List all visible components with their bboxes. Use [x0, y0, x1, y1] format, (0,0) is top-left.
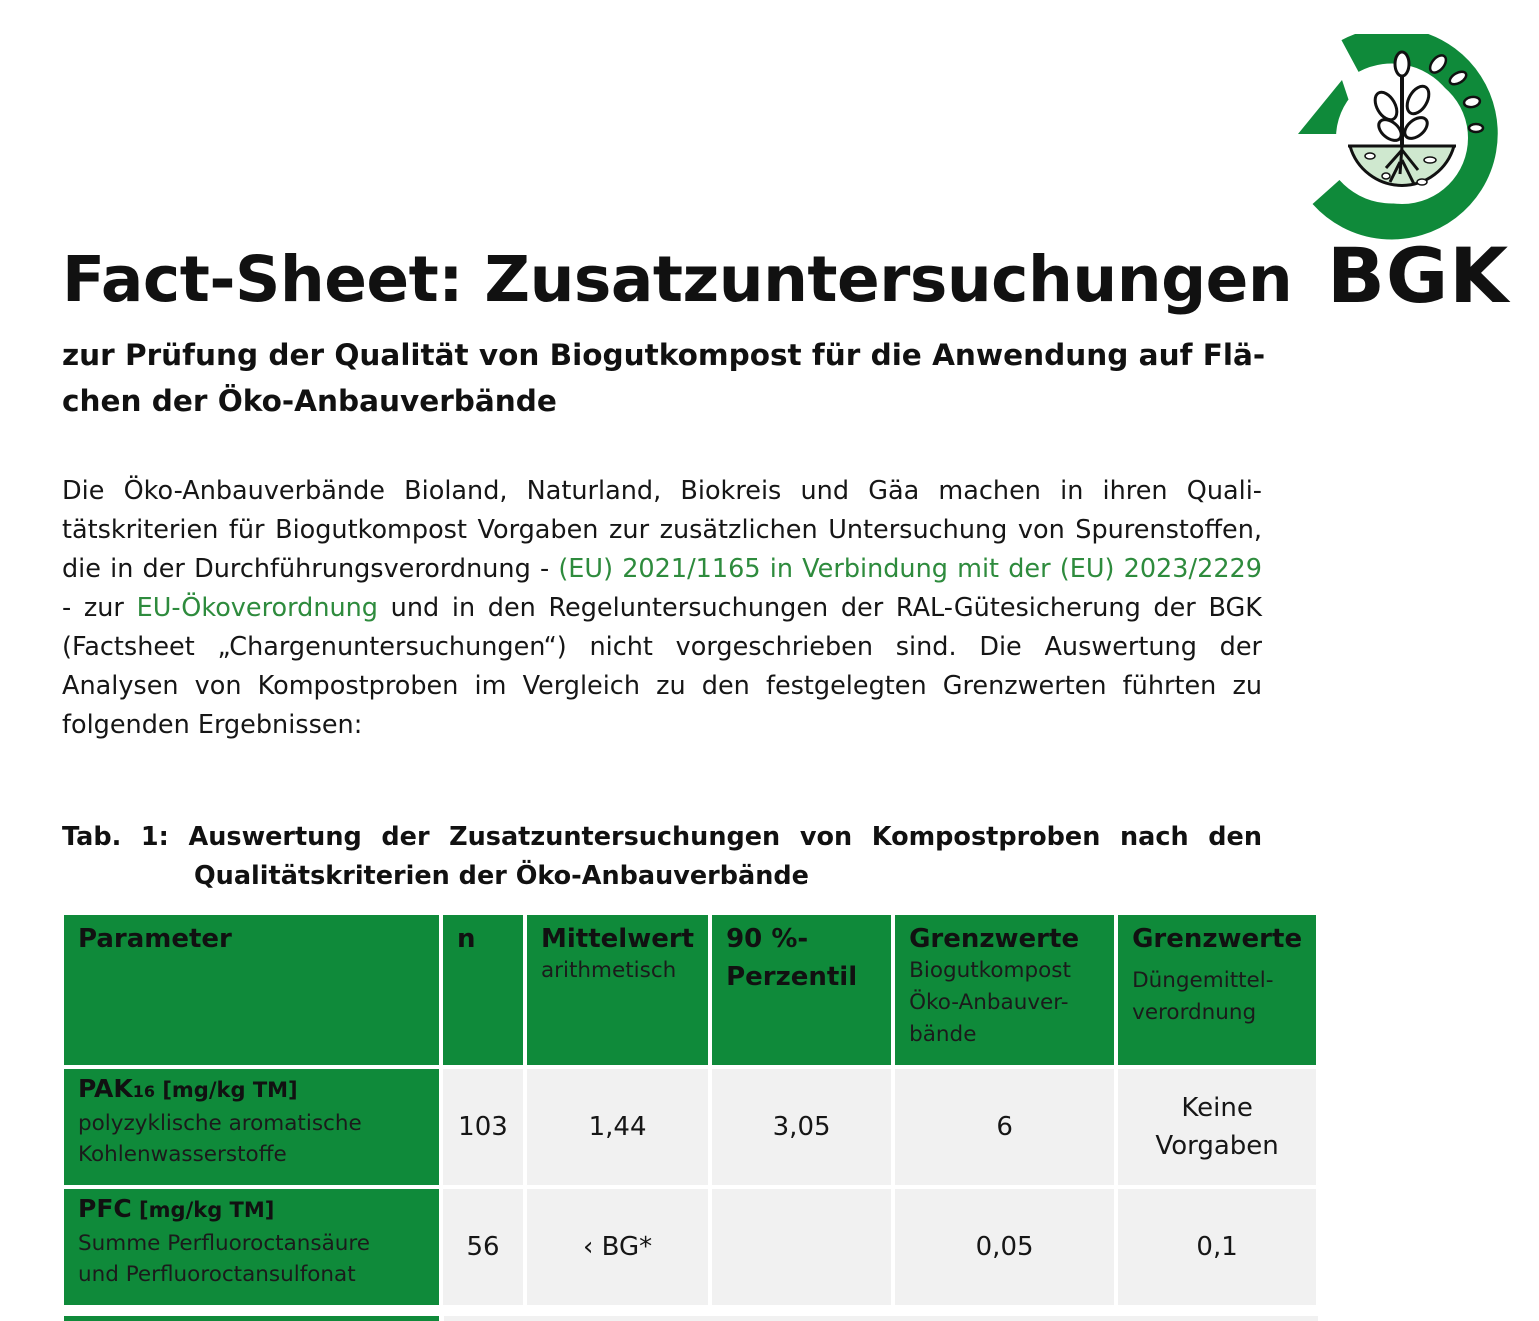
table-row [64, 1189, 1316, 1305]
parameter-name [78, 1073, 425, 1108]
header-limit-oeko-sub2: Öko-Anbauver- [909, 990, 1069, 1015]
caption-word: 1: [140, 822, 169, 852]
caption-line-2: Qualitätskriterien der Öko-Anbauverbände [194, 861, 809, 891]
subtitle-line-1: zur Prüfung der Qualität von Biogutkompost für die Anwendung auf Flä- [62, 338, 1266, 372]
header-n-label: n [457, 924, 476, 954]
header-p90 [712, 915, 891, 1065]
header-limit-dmv [1118, 915, 1316, 1065]
intro-text-2: - zur [62, 593, 137, 623]
cell-mean: ‹ BG* [527, 1189, 708, 1305]
cell-limit-oeko: 6 [895, 1069, 1114, 1185]
cell-p90: 3,05 [712, 1069, 891, 1185]
cell-limit-dmv [1118, 1069, 1316, 1185]
regulation-link[interactable]: (EU) 2021/1165 in Verbindung mit der (EU) 2023/2229 [558, 554, 1262, 584]
header-mean-sub: arithmetisch [541, 958, 677, 983]
subtitle-line-2: chen der Öko-Anbauverbände [62, 384, 557, 418]
intro-text-3: und in den Regeluntersuchungen der RAL-Gütesicherung der BGK (Factsheet „Chargenuntersuchungen“) nicht vorgeschrieben sind. Die Auswertung der Analysen von Kompostproben im Vergleich zu den festgelegten Grenzwerten führten zu folgenden Ergebnissen: [62, 593, 1262, 740]
parameter-name-main: PAK [78, 1074, 133, 1103]
cell-limit-dmv-line1: 0,1 [1196, 1232, 1238, 1262]
header-limit-oeko [895, 915, 1114, 1065]
header-limit-oeko-sub3: bände [909, 1022, 977, 1047]
cell-n: 56 [443, 1189, 523, 1305]
row-parameter [64, 1189, 439, 1305]
parameter-desc-2: und Perfluoroctansulfonat [78, 1262, 356, 1287]
parameter-name-subscript: 16 [132, 1082, 156, 1101]
caption-word: von [799, 822, 853, 852]
caption-word: Kompostproben [871, 822, 1101, 852]
caption-word: Zusatzuntersuchungen [449, 822, 781, 852]
cell-p90 [712, 1189, 891, 1305]
header-parameter-label: Parameter [78, 924, 232, 954]
cell-n: 103 [443, 1069, 523, 1185]
page-title: Fact-Sheet: Zusatzuntersuchungen [62, 243, 1293, 316]
intro-paragraph [62, 472, 1262, 745]
logo-wordmark: BGK [1327, 231, 1510, 320]
header-limit-oeko-label: Grenzwerte [909, 924, 1080, 954]
cell-limit-dmv-line1: Keine [1181, 1093, 1253, 1123]
cell-mean: 1,44 [527, 1069, 708, 1185]
cell-limit-oeko: 0,05 [895, 1189, 1114, 1305]
table-row [64, 1069, 1316, 1185]
caption-word: den [1208, 822, 1262, 852]
header-p90-line1: 90 %- [726, 924, 809, 954]
next-row-parameter-edge [64, 1316, 439, 1321]
page-subtitle [62, 332, 1272, 424]
caption-word: Auswertung [188, 822, 362, 852]
caption-line-1 [62, 818, 1262, 857]
parameter-desc-1: Summe Perfluoroctansäure [78, 1231, 370, 1256]
intro-text-1: Die Öko-Anbauverbände Bioland, Naturland, Biokreis und Gäa machen in ihren Qualitätskriterien für Biogutkompost Vorgaben zur zusätzlichen Untersuchung von Spurenstoffen, die in der Durchführungsverordnung - [62, 476, 1262, 584]
caption-word: nach [1120, 822, 1189, 852]
eu-oekoverordnung-link[interactable]: EU-Ökoverordnung [136, 593, 378, 623]
table-caption [62, 818, 1262, 896]
header-p90-line2: Perzentil [726, 962, 858, 992]
caption-word: der [381, 822, 430, 852]
parameter-name [78, 1193, 425, 1228]
parameter-unit: [mg/kg TM] [131, 1198, 275, 1222]
next-row-values-edge [444, 1316, 1318, 1321]
row-parameter [64, 1069, 439, 1185]
header-mean [527, 915, 708, 1065]
header-limit-dmv-sub1: Düngemittel- [1132, 968, 1274, 993]
table-header-row [64, 915, 1316, 1065]
header-limit-oeko-sub1: Biogutkompost [909, 958, 1071, 983]
parameter-name-main: PFC [78, 1194, 132, 1223]
parameter-unit: [mg/kg TM] [155, 1078, 298, 1102]
cell-limit-dmv [1118, 1189, 1316, 1305]
header-n [443, 915, 523, 1065]
results-table [60, 911, 1320, 1309]
header-limit-dmv-label: Grenzwerte [1132, 924, 1303, 954]
compost-cycle-plant-icon [1290, 34, 1510, 244]
header-parameter [64, 915, 439, 1065]
parameter-desc-2: Kohlenwasserstoffe [78, 1142, 287, 1167]
header-limit-dmv-sub2: verordnung [1132, 1000, 1257, 1025]
parameter-desc-1: polyzyklische aromatische [78, 1111, 362, 1136]
cell-limit-dmv-line2: Vorgaben [1155, 1131, 1279, 1161]
caption-word: Tab. [62, 822, 122, 852]
header-mean-label: Mittelwert [541, 924, 695, 954]
